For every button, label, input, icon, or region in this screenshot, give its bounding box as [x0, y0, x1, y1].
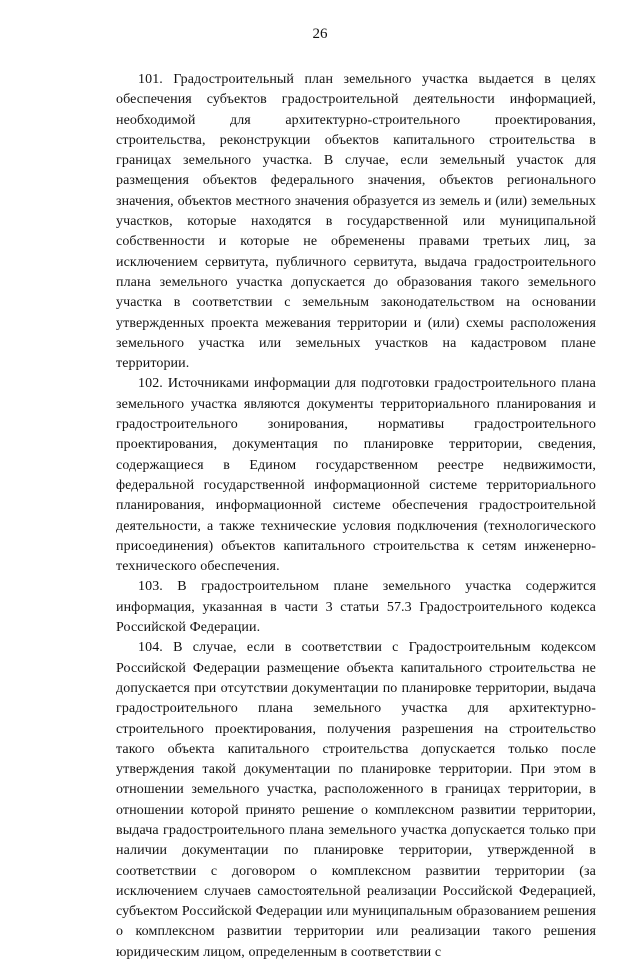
- paragraph-102: 102. Источниками информации для подготовки градостроительного плана земельного участка являются документы территориального планирования и градостроительного зонирования, нормативы градостроительного проектирования, документация по планировке территории, сведения, содержащиеся в Едином государственном реестре недвижимости, федеральной государственной информационной системе территориального планирования, информационной системе обеспечения градостроительной деятельности, а также технические условия подключения (технологического присоединения) объектов капитального строительства к сетям инженерно-технического обеспечения.: [116, 376, 596, 575]
- paragraph-104: 104. В случае, если в соответствии с Градостроительным кодексом Российской Федерации размещение объекта капитального строительства не допускается при отсутствии документации по планировке территории, выдача градостроительного плана земельного участка для архитектурно-строительного проектирования, получения разрешения на строительство такого объекта капитального строительства допускается только после утверждения такой документации по планировке территории. При этом в отношении земельного участка, расположенного в границах территории, в отношении которой принято решение о комплексном развитии территории, выдача градостроительного плана земельного участка допускается только при наличии документации по планировке территории, утвержденной в соответствии с договором о комплексном развитии территории (за исключением случаев самостоятельной реализации Российской Федерацией, субъектом Российской Федерации или муниципальным образованием решения о комплексном развитии территории или реализации такого решения юридическим лицом, определенным в соответствии с: [116, 640, 596, 960]
- document-body: [116, 70, 596, 963]
- paragraph-103: 103. В градостроительном плане земельного участка содержится информация, указанная в части 3 статьи 57.3 Градостроительного кодекса Российской Федерации.: [116, 579, 596, 636]
- paragraph-101: 101. Градостроительный план земельного участка выдается в целях обеспечения субъектов градостроительной деятельности информацией, необходимой для архитектурно-строительного проектирования, строительства, реконструкции объектов капитального строительства в границах земельного участка. В случае, если земельный участок для размещения объектов федерального значения, объектов регионального значения, объектов местного значения образуется из земель и (или) земельных участков, которые находятся в государственной или муниципальной собственности и которые не обременены правами третьих лиц, за исключением сервитута, публичного сервитута, выдача градостроительного плана земельного участка допускается до образования такого земельного участка в соответствии с земельным законодательством на основании утвержденных проекта межевания территории и (или) схемы расположения земельного участка или земельных участков на кадастровом плане территории.: [116, 72, 596, 372]
- page-number: 26: [312, 26, 328, 42]
